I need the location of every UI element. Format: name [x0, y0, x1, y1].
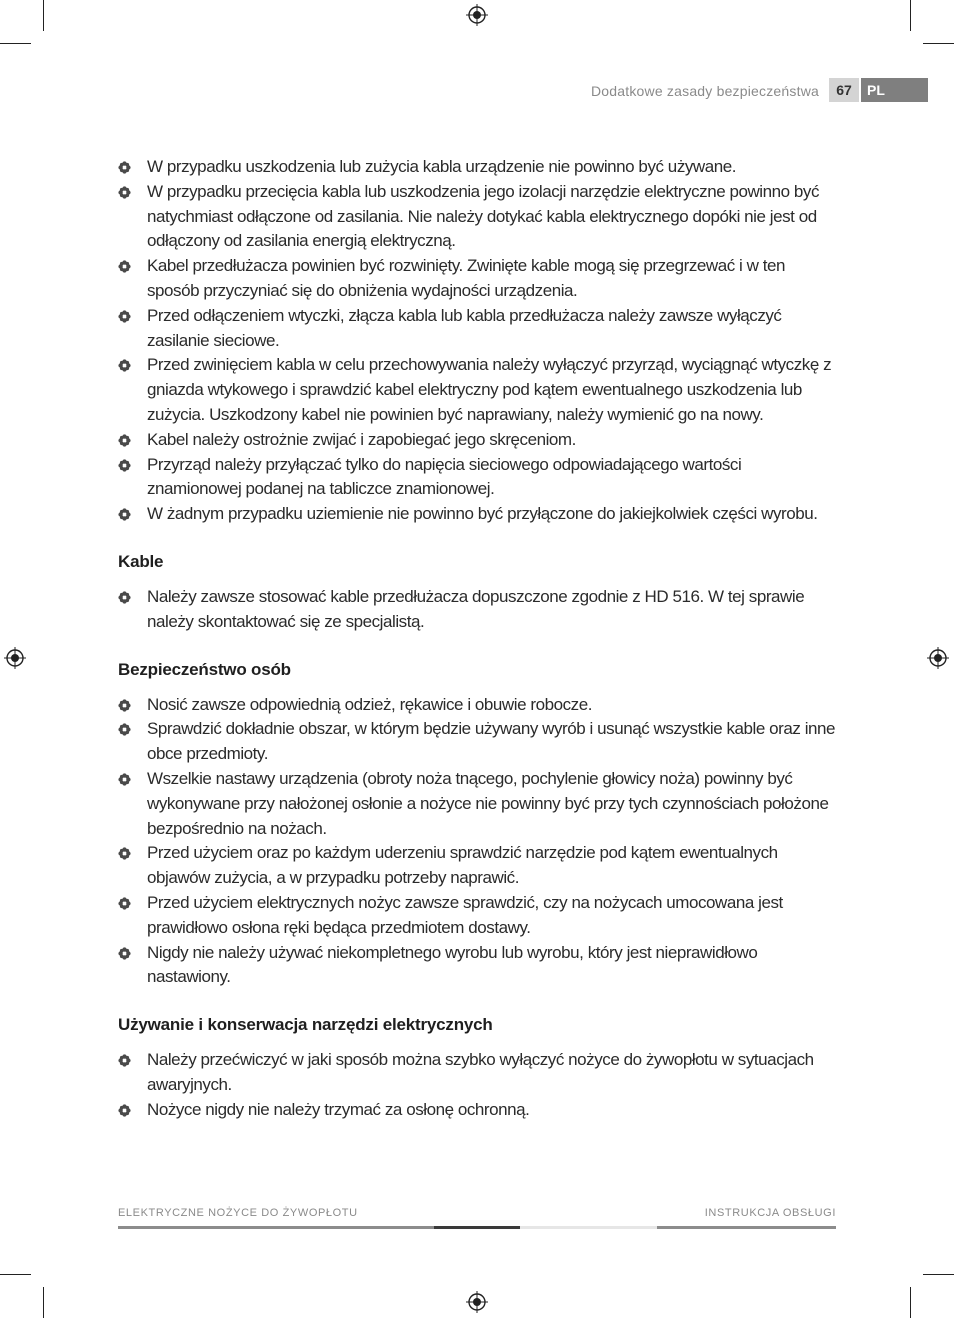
- registration-mark-icon: [927, 647, 949, 669]
- spacer: [118, 1035, 838, 1048]
- footer-document-type: INSTRUKCJA OBSŁUGI: [704, 1207, 836, 1219]
- list-item-text: Należy przećwiczyć w jaki sposób można szybko wyłączyć nożyce do żywopłotu w sytuacjach awaryjnych.: [147, 1050, 814, 1094]
- list-item: [118, 841, 838, 891]
- intro-bullet-list: [118, 155, 838, 527]
- flower-bullet-icon: [118, 434, 131, 447]
- flower-bullet-icon: [118, 699, 131, 712]
- language-badge: PL: [861, 78, 928, 102]
- list-item: [118, 428, 838, 453]
- list-item: [118, 304, 838, 354]
- flower-bullet-icon: [118, 773, 131, 786]
- spacer: [118, 527, 838, 552]
- section-heading: Kable: [118, 551, 164, 571]
- list-item: [118, 1098, 838, 1123]
- main-content: [118, 155, 838, 1123]
- crop-mark: [923, 43, 954, 44]
- flower-bullet-icon: [118, 1054, 131, 1067]
- list-item-text: Nigdy nie należy używać niekompletnego wyrobu lub wyrobu, który jest nieprawidłowo nastawiony.: [147, 942, 758, 987]
- list-item: [118, 180, 838, 254]
- list-item-text: Przed użyciem oraz po każdym uderzeniu sprawdzić narzędzie pod kątem ewentualnych objawów zużycia, a w przypadku potrzeby naprawić.: [147, 843, 778, 888]
- page-number: 67: [829, 78, 859, 102]
- flower-bullet-icon: [118, 508, 131, 521]
- list-item: [118, 254, 838, 304]
- footer-bar-segment: [118, 1226, 434, 1229]
- list-item: [118, 1048, 838, 1098]
- crop-mark: [910, 0, 911, 31]
- list-item-text: W żadnym przypadku uziemienie nie powinno być przyłączone do jakiejkolwiek części wyrobu.: [147, 504, 818, 524]
- flower-bullet-icon: [118, 897, 131, 910]
- crop-mark: [0, 43, 31, 44]
- list-item: [118, 353, 838, 427]
- list-item-text: Przed użyciem elektrycznych nożyc zawsze sprawdzić, czy na nożycach umocowana jest prawidłowo osłona ręki będąca przedmiotem dostawy.: [147, 892, 783, 937]
- flower-bullet-icon: [118, 847, 131, 860]
- list-item-text: Wszelkie nastawy urządzenia (obroty noża tnącego, pochylenie głowicy noża) powinny być wykonywane przy nałożonej osłonie a nożyce nie powinny być przy tych czynnościach położone bezpośrednio na nożach.: [147, 768, 829, 838]
- section-bullet-list: [118, 1048, 838, 1122]
- list-item: [118, 453, 838, 503]
- list-item-text: Nożyce nigdy nie należy trzymać za osłonę ochronną.: [147, 1099, 530, 1119]
- list-item: [118, 585, 838, 635]
- crop-mark: [910, 1287, 911, 1318]
- flower-bullet-icon: [118, 161, 131, 174]
- crop-mark: [0, 1274, 31, 1275]
- section-heading: Używanie i konserwacja narzędzi elektrycznych: [118, 1015, 493, 1035]
- spacer: [118, 990, 838, 1015]
- list-item-text: Przed odłączeniem wtyczki, złącza kabla lub kabla przedłużacza należy zawsze wyłączyć zasilanie sieciowe.: [147, 305, 782, 350]
- list-item-text: Sprawdzić dokładnie obszar, w którym będzie używany wyrób i usunąć wszystkie kable oraz inne obce przedmioty.: [147, 719, 836, 764]
- footer-bar-segment: [434, 1226, 520, 1229]
- running-header-title: Dodatkowe zasady bezpieczeństwa: [591, 83, 819, 99]
- footer-bar-segment: [657, 1226, 836, 1229]
- registration-mark-icon: [466, 4, 488, 26]
- list-item-text: Przyrząd należy przyłączać tylko do napięcia sieciowego odpowiadającego wartości znamionowej podanej na tabliczce znamionowej.: [147, 454, 742, 499]
- list-item-text: Przed zwinięciem kabla w celu przechowywania należy wyłączyć przyrząd, wyciągnąć wtyczkę z gniazda wtykowego i sprawdzić kabel elektryczny pod kątem ewentualnego uszkodzenia lub zużycia. Uszkodzony kabel nie powinien być naprawiany, należy wymienić go na nowy.: [147, 355, 832, 424]
- list-item: [118, 155, 838, 180]
- footer-product-name: ELEKTRYCZNE NOŻYCE DO ŻYWOPŁOTU: [118, 1207, 358, 1219]
- list-item: [118, 502, 838, 527]
- list-item-text: Kabel przedłużacza powinien być rozwinięty. Zwinięte kable mogą się przegrzewać i w ten sposób przyczyniać się do obniżenia wydajności urządzenia.: [147, 256, 786, 300]
- list-item: [118, 891, 838, 941]
- flower-bullet-icon: [118, 260, 131, 273]
- list-item-text: Należy zawsze stosować kable przedłużacza dopuszczone zgodnie z HD 516. W tej sprawie należy skontaktować się ze specjalistą.: [147, 586, 805, 631]
- flower-bullet-icon: [118, 1104, 131, 1117]
- flower-bullet-icon: [118, 359, 131, 372]
- spacer: [118, 572, 838, 585]
- flower-bullet-icon: [118, 723, 131, 736]
- flower-bullet-icon: [118, 459, 131, 472]
- list-item-text: Nosić zawsze odpowiednią odzież, rękawice i obuwie robocze.: [147, 694, 592, 714]
- list-item: [118, 693, 838, 718]
- spacer: [118, 635, 838, 660]
- flower-bullet-icon: [118, 591, 131, 604]
- crop-mark: [43, 0, 44, 31]
- flower-bullet-icon: [118, 310, 131, 323]
- list-item: [118, 941, 838, 991]
- list-item: [118, 767, 838, 841]
- list-item-text: W przypadku uszkodzenia lub zużycia kabla urządzenie nie powinno być używane.: [147, 157, 737, 176]
- crop-mark: [923, 1274, 954, 1275]
- list-item: [118, 717, 838, 767]
- registration-mark-icon: [4, 647, 26, 669]
- registration-mark-icon: [466, 1291, 488, 1313]
- crop-mark: [43, 1287, 44, 1318]
- section-heading: Bezpieczeństwo osób: [118, 659, 291, 679]
- list-item-text: W przypadku przecięcia kabla lub uszkodzenia jego izolacji narzędzie elektryczne powinno być natychmiast odłączone od zasilania. Nie należy dotykać kabla elektrycznego dopóki nie jest od odłączony od zasilania energią elektryczną.: [147, 181, 820, 251]
- list-item-text: Kabel należy ostrożnie zwijać i zapobiegać jego skręceniom.: [147, 429, 576, 449]
- flower-bullet-icon: [118, 947, 131, 960]
- section-bullet-list: [118, 693, 838, 991]
- footer-bar-segment: [520, 1226, 657, 1229]
- spacer: [118, 680, 838, 693]
- section-bullet-list: [118, 585, 838, 635]
- flower-bullet-icon: [118, 186, 131, 199]
- sections-container: [118, 527, 838, 1123]
